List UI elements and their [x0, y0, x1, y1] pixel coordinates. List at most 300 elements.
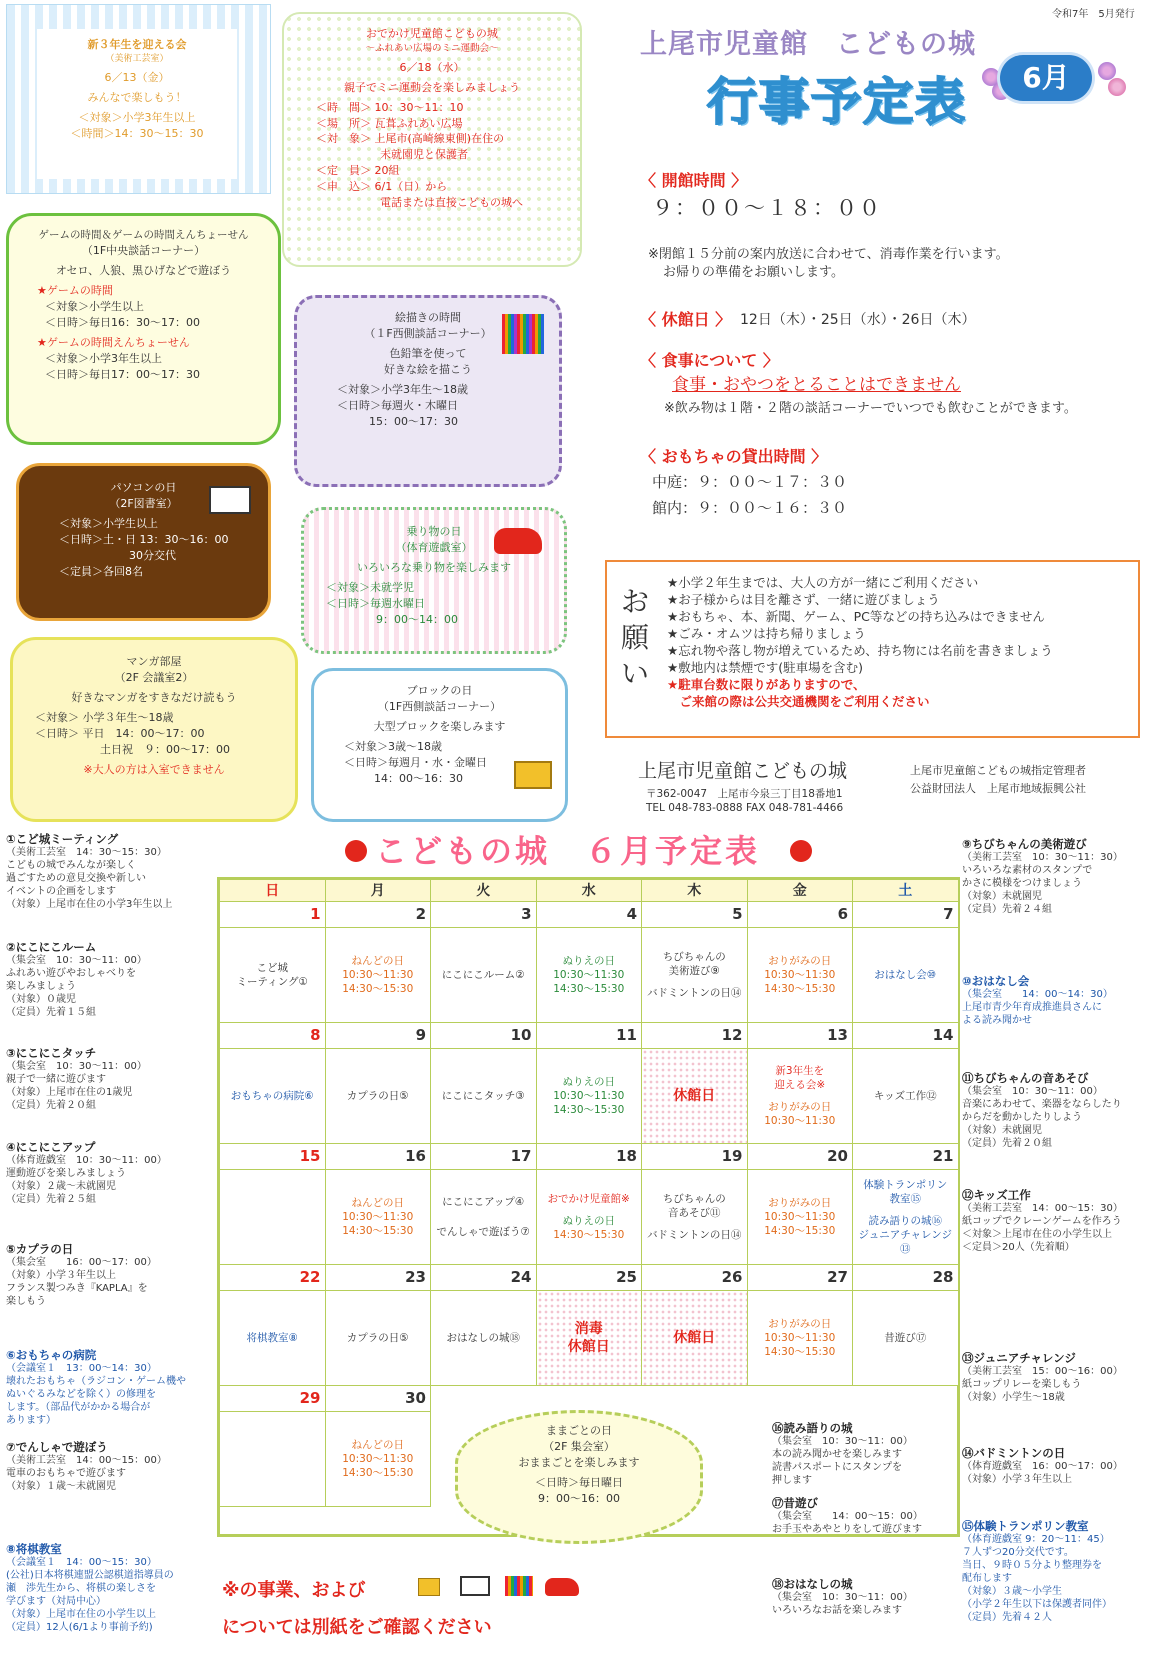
date-number: 10 [510, 1026, 532, 1044]
date-number: 6 [837, 905, 848, 923]
calendar-date [748, 1265, 854, 1291]
event-title: おでかけ児童館こどもの城 [366, 27, 498, 40]
hours-note: ※閉館１５分前の案内放送に合わせて、消毒作業を行います。 [648, 247, 1009, 262]
weekday-header: 土 [853, 880, 959, 902]
program-note-line: 壊れたおもちゃ（ラジコン・ゲーム機や [6, 1376, 186, 1387]
program-note-line: （集会室 10：30～11：00） [6, 1061, 147, 1072]
event-room: （2F図書室） [109, 496, 178, 510]
event-time: ＜日時＞毎週水曜日 [326, 596, 425, 610]
cell-line: 読み語りの城⑯ [868, 1215, 942, 1227]
event-desc: おままごとを楽しみます [518, 1455, 640, 1469]
event-desc: 大型ブロックを楽しみます [373, 719, 506, 733]
date-number: 28 [932, 1268, 954, 1286]
event-date: 6／13（金） [104, 70, 170, 84]
cell-line: おもちゃの病院⑥ [230, 1090, 314, 1102]
footer-note: ※の事業、および [222, 1580, 366, 1601]
hydrangea-icon [1108, 78, 1126, 96]
program-note-line: （体育遊戯室 16：00～17：00） [962, 1461, 1123, 1472]
computer-icon [460, 1576, 490, 1596]
cell-line: 14:30～15:30 [553, 983, 625, 995]
event-target: ＜対象＞小学3年生以上 [45, 351, 162, 365]
calendar-cell [326, 1291, 432, 1386]
event-title: パソコンの日 [110, 481, 177, 494]
program-note-heading: ⑧将棋教室 [6, 1542, 62, 1556]
cell-line: ちびちゃんの [662, 951, 726, 963]
event-target: ＜対 象＞ 上尾市(高崎線東側)在住の [316, 132, 505, 146]
event-title: 絵描きの時間 [395, 311, 461, 324]
program-note [6, 1349, 211, 1427]
program-note-line: 瀬 渉先生から、将棋の楽しさを [6, 1583, 156, 1594]
notice-item: ★忘れ物や落し物が増えているため、持ち物には名前を書きましょう [667, 643, 1053, 658]
calendar-date [220, 1023, 326, 1049]
calendar-cell [220, 928, 326, 1023]
notice-list [667, 574, 1053, 710]
cell-line: 14:30～15:30 [342, 983, 414, 995]
cell-line: ねんどの日 [351, 1197, 404, 1209]
cell-line: カプラの日⑤ [346, 1090, 409, 1102]
program-note-line: （集会室 10：30～11：00） [772, 1592, 913, 1603]
calendar-date [220, 1144, 326, 1170]
cell-line: 音あそび⑪ [668, 1207, 721, 1219]
cell-line: 14:30～15:30 [764, 1346, 836, 1358]
calendar-cell [537, 1049, 643, 1144]
program-note-line: （美術工芸室 14：00～15：00） [6, 1455, 167, 1466]
program-note-line: フランス製つみき『KAPLA』を [6, 1283, 148, 1294]
calendar-date [537, 1265, 643, 1291]
calendar-date [431, 1144, 537, 1170]
calendar-cell [537, 1170, 643, 1265]
event-desc: いろいろな乗り物を楽しみます [357, 560, 511, 574]
cell-line: おでかけ児童館※ [547, 1193, 630, 1205]
program-note-line: 学びます（対局中心） [6, 1596, 106, 1607]
calendar-cell [431, 928, 537, 1023]
program-note-line: （集会室 14：00～14：30） [962, 989, 1113, 1000]
calendar-cell [431, 1291, 537, 1386]
calendar-date [642, 902, 748, 928]
program-note [962, 1189, 1162, 1254]
date-number: 30 [405, 1389, 426, 1407]
cell-line: 休館日 [567, 1339, 610, 1355]
program-note-line: イベントの企画をします [6, 886, 116, 897]
date-number: 17 [510, 1147, 532, 1165]
event-capacity: ＜定員＞各回8名 [59, 564, 143, 578]
toy-hours-courtyard: 中庭：９：００～１７：３０ [652, 473, 848, 491]
program-note-line: 紙コップリレーを楽しもう [962, 1379, 1082, 1390]
program-note [6, 833, 211, 911]
calendar-cell [853, 1291, 959, 1386]
cell-line: ぬりえの日 [562, 1076, 615, 1088]
calendar-date [853, 1023, 959, 1049]
calendar-date [326, 1144, 432, 1170]
program-note [962, 1447, 1162, 1486]
event-time: ＜時 間＞ 10：30～11：10 [316, 100, 464, 114]
program-note-heading: ①こど城ミーティング [6, 832, 119, 846]
notice-item: ★敷地内は禁煙です(駐車場を含む) [667, 660, 863, 675]
program-note-line: 上尾市青少年育成推進員さんに [962, 1002, 1102, 1013]
event-subtitle: ★ゲームの時間えんちょーせん [37, 335, 190, 349]
program-note-line: 電車のおもちゃで遊びます [6, 1468, 126, 1479]
event-room: （１F西側談話コーナー） [364, 326, 492, 340]
program-note-heading: ⑥おもちゃの病院 [6, 1348, 97, 1362]
event-box-new-3rd-grader [6, 4, 271, 194]
date-number: 23 [405, 1268, 426, 1286]
event-target: ＜対象＞3歳～18歳 [344, 739, 442, 753]
event-target: ＜対象＞ 小学３年生～18歳 [35, 710, 174, 724]
program-note-line: （対象）１歳～未就園児 [6, 1481, 116, 1492]
calendar-date [748, 1023, 854, 1049]
date-number: 19 [721, 1147, 743, 1165]
program-note-line: 押します [772, 1475, 812, 1486]
cell-line: ⑬ [900, 1243, 911, 1255]
calendar-date [537, 1144, 643, 1170]
event-target: ＜対象＞小学生以上 [45, 300, 144, 314]
cell-line: 美術遊び⑨ [668, 965, 720, 977]
month-badge: 6月 [1000, 55, 1092, 101]
colored-pencils-icon [502, 314, 544, 354]
calendar-cell [853, 1049, 959, 1144]
calendar-date [642, 1144, 748, 1170]
date-number: 16 [405, 1147, 426, 1165]
program-note-line: （美術工芸室 14：30～15：30） [6, 847, 167, 858]
program-note-line: （対象）０歳児 [6, 994, 76, 1005]
event-desc: 好きな絵を描こう [384, 362, 472, 376]
calendar-title: こどもの城 ６月予定表 [375, 832, 761, 870]
program-note-line: （体育遊戯室 10：30～11：00） [6, 1155, 167, 1166]
program-note-line: （対象）３歳～小学生 [962, 1586, 1062, 1597]
event-box-mamagoto: ままごとの日 （2F 集会室） おままごとを楽しみます ＜日時＞毎日曜日 9：00～16：00 [455, 1410, 703, 1544]
program-note-line: （定員）12人(6/1より事前予約) [6, 1622, 153, 1633]
event-time: ＜時間＞14：30～15：30 [70, 126, 204, 140]
calendar-date [431, 1023, 537, 1049]
notice-item: ★お子様からは目を離さず、一緒に遊びましょう [667, 592, 940, 607]
date-number: 3 [521, 905, 532, 923]
date-number: 14 [932, 1026, 954, 1044]
event-desc: みんなで楽しもう！ [87, 90, 187, 104]
event-box-blocks: ブロックの日 （1F西側談話コーナー） 大型ブロックを楽しみます ＜対象＞3歳～18歳 ＜日時＞毎週月・水・金曜日 14：00～16：30 [311, 668, 568, 822]
program-note-line: （集会室 14：00～15：00） [772, 1511, 923, 1522]
event-box-game-time [6, 213, 281, 445]
calendar-cell [748, 1049, 854, 1144]
event-date: 6／18（水） [399, 60, 465, 74]
date-number: 11 [616, 1026, 637, 1044]
calendar-cell [220, 1291, 326, 1386]
calendar-cell [431, 1049, 537, 1144]
manager-line: 公益財団法人 上尾市地域振興公社 [910, 782, 1086, 795]
calendar-date [748, 1144, 854, 1170]
program-note-line: （体育遊戯室 9：20～11：45） [962, 1534, 1110, 1545]
program-note [6, 1441, 211, 1493]
computer-icon [209, 486, 251, 514]
calendar-date [642, 1023, 748, 1049]
calendar-cell [326, 1049, 432, 1144]
cell-line: 休館日 [673, 1330, 716, 1346]
program-note-line: （対象）上尾市在住の小学生以上 [6, 1609, 156, 1620]
calendar-cell [326, 928, 432, 1023]
program-note-line: お手玉やあやとりをして遊びます [772, 1524, 922, 1535]
event-time: ＜日時＞ 平日 14：00～17：00 [35, 726, 205, 740]
program-note-line: 楽しみましょう [6, 981, 76, 992]
program-note-line: 配布します [962, 1573, 1012, 1584]
event-box-drawing: 絵描きの時間 （１F西側談話コーナー） 色鉛筆を使って 好きな絵を描こう ＜対象＞小学3年生～18歳 ＜日時＞毎週火・木曜日 15：00～17：30 [294, 295, 562, 487]
calendar-date [326, 1265, 432, 1291]
program-note-heading: ⑦でんしゃで遊ぼう [6, 1440, 108, 1454]
weekday-header: 月 [326, 880, 432, 902]
event-box-manga: マンガ部屋 （2F 会議室2） 好きなマンガをすきなだけ読もう ＜対象＞ 小学３年生～18歳 ＜日時＞ 平日 14：00～17：00 土日祝 ９：00～17：00 ※大人の方は入室できません [10, 637, 298, 822]
date-number: 9 [415, 1026, 426, 1044]
cell-line: 休館日 [673, 1088, 716, 1104]
event-place: ＜場 所＞ 瓦葺ふれあい広場 [316, 116, 463, 130]
calendar-date [326, 1023, 432, 1049]
program-note [962, 1520, 1162, 1624]
calendar-date [431, 1265, 537, 1291]
date-number: 24 [510, 1268, 532, 1286]
calendar-date [748, 902, 854, 928]
toy-heading: 〈 おもちゃの貸出時間 〉 [640, 447, 828, 466]
program-note-heading: ④にこにこアップ [6, 1140, 96, 1154]
car-icon [494, 528, 542, 554]
program-note-heading: ⑱おはなしの城 [772, 1577, 853, 1591]
cell-line: 体験トランポリン [863, 1179, 948, 1191]
facility-phone: TEL 048-783-0888 FAX 048-781-4466 [646, 802, 844, 814]
event-title: ままごとの日 [546, 1424, 612, 1437]
program-note-line: 運動遊びを楽しみましょう [6, 1168, 126, 1179]
program-note-line: （集会室 16：00～17：00） [6, 1257, 157, 1268]
calendar-cell [642, 1291, 748, 1386]
meal-heading: 〈 食事について 〉 [640, 351, 779, 370]
calendar-date [220, 1265, 326, 1291]
program-note-line: （定員）先着４２人 [962, 1612, 1052, 1623]
event-target: ＜対象＞小学3年生～18歳 [337, 382, 468, 396]
program-note-line: （定員）先着２４組 [962, 904, 1052, 915]
date-number: 2 [415, 905, 426, 923]
notice-item: ★駐車台数に限りがありますので、 [667, 677, 866, 692]
calendar-cell [220, 1049, 326, 1144]
notice-item: ★おもちゃ、本、新聞、ゲーム、PC等などの持ち込みはできません [667, 609, 1045, 624]
event-time: ＜日時＞毎日曜日 [535, 1475, 623, 1489]
cell-line: バドミントンの日⑭ [647, 1229, 742, 1241]
cell-line: 14:30～15:30 [553, 1104, 625, 1116]
program-note [6, 941, 211, 1019]
cell-line: 14:30～15:30 [342, 1225, 414, 1237]
program-note-line: （対象）２歳～未就園児 [6, 1181, 116, 1192]
issue-date: 令和7年 5月発行 [1052, 9, 1135, 20]
weekday-header: 金 [748, 880, 854, 902]
program-note [6, 1141, 211, 1206]
program-note-line: （対象）小学生～18歳 [962, 1392, 1065, 1403]
event-room: （1F中央談話コーナー） [81, 244, 206, 258]
date-number: 8 [310, 1026, 321, 1044]
program-note-line: （美術工芸室 10：30～11：30） [962, 852, 1123, 863]
cell-line: 14:30～15:30 [342, 1467, 414, 1479]
event-box-outing: おでかけ児童館こどもの城 ～ふれあい広場のミニ運動会～ 6／18（水） 親子でミニ運動会を楽しみましょう ＜時 間＞ 10：30～11：10 ＜場 所＞ 瓦葺ふれあい広場 ＜対 象＞ 上尾市(高崎線東側)在住の 未就園児と保護者 ＜定 員＞ 20組 ＜申 込＞ 6/1（日）から 電話または直接こどもの城へ [282, 12, 582, 267]
event-time: ＜日時＞土・日 13：30～16：00 [59, 532, 229, 546]
program-note-heading: ②にこにこルーム [6, 940, 97, 954]
program-note-line: いろいろな素材のスタンプで [962, 865, 1093, 876]
notice-title: お願い [621, 585, 650, 690]
program-note-line: 当日、９時０５分より整理券を [962, 1560, 1102, 1571]
event-target: ＜対象＞小学3年生以上 [78, 110, 196, 124]
calendar-date [537, 1023, 643, 1049]
toy-hours-indoor: 館内：９：００～１６：３０ [652, 499, 848, 517]
date-number: 26 [721, 1268, 743, 1286]
cell-line: 14:30～15:30 [764, 1225, 836, 1237]
program-note [962, 838, 1162, 916]
date-number: 1 [310, 905, 321, 923]
cell-line: 教室⑮ [889, 1193, 921, 1205]
calendar-cell [748, 1170, 854, 1265]
cell-line: ぬりえの日 [562, 955, 615, 967]
weekday-header: 木 [642, 880, 748, 902]
notice-item: ★ごみ・オムツは持ち帰りましょう [667, 626, 866, 641]
calendar-date [537, 902, 643, 928]
calendar-date [326, 902, 432, 928]
date-number: 13 [827, 1026, 848, 1044]
program-note-heading: ⑤カプラの日 [6, 1242, 74, 1256]
cherry-icon [790, 840, 812, 862]
program-note [6, 1243, 211, 1308]
closed-days: 12日（木）・25日（水）・26日（木） [740, 312, 976, 328]
event-room: （1F西側談話コーナー） [377, 699, 502, 713]
calendar-date [220, 902, 326, 928]
cell-line: おりがみの日 [768, 955, 832, 967]
program-note [772, 1422, 952, 1487]
program-note-line: ぬいぐるみなどを除く）の修理を [6, 1389, 156, 1400]
event-room: （2F 集会室） [543, 1439, 615, 1453]
program-note-heading: ⑫キッズ工作 [962, 1188, 1031, 1202]
cell-line: おはなし会⑩ [874, 969, 937, 981]
weekday-header: 日 [220, 880, 326, 902]
cell-line: 10:30～11:30 [764, 969, 836, 981]
meal-rule: 食事・おやつをとることはできません [672, 375, 961, 395]
page-title: 行事予定表 [707, 73, 967, 131]
program-note-line: よる読み聞かせ [962, 1015, 1032, 1026]
date-number: 20 [827, 1147, 848, 1165]
organization-name: 上尾市児童館 こどもの城 [640, 29, 976, 60]
notice-item: ★小学２年生までは、大人の方が一緒にご利用ください [667, 575, 979, 590]
notice-box [605, 560, 1140, 738]
event-desc: オセロ、人狼、黒ひげなどで遊ぼう [55, 264, 232, 278]
cell-line: ジュニアチャレンジ [858, 1229, 952, 1241]
program-note-heading: ⑮体験トランポリン教室 [962, 1519, 1089, 1533]
date-number: 22 [299, 1268, 321, 1286]
event-time: ＜日時＞毎日17：00～17：30 [45, 367, 200, 381]
event-target: ＜対象＞小学生以上 [59, 516, 158, 530]
program-note-heading: ⑪ちびちゃんの音あそび [962, 1071, 1089, 1085]
program-note-line: 音楽にあわせて、楽器をならしたり [962, 1099, 1122, 1110]
cell-line: でんしゃで遊ぼう⑦ [436, 1226, 530, 1238]
program-note [962, 975, 1162, 1027]
program-note-heading: ⑬ジュニアチャレンジ [962, 1351, 1076, 1365]
program-note-line: （定員）先着１５組 [6, 1007, 96, 1018]
calendar-cell [642, 928, 748, 1023]
calendar-cell [537, 928, 643, 1023]
program-note-line: （集会室 10：30～11：00） [772, 1436, 913, 1447]
program-note-line: からだを動かしたりしよう [962, 1112, 1082, 1123]
date-number: 25 [616, 1268, 637, 1286]
calendar-date [642, 1265, 748, 1291]
cell-line: 14:30～15:30 [553, 1229, 625, 1241]
calendar-cell [853, 928, 959, 1023]
program-note-line: （会議室１ 13：00～14：30） [6, 1363, 157, 1374]
program-note-line: （美術工芸室 14：00～15：30） [962, 1203, 1123, 1214]
program-note-line: （定員）先着２０組 [962, 1138, 1052, 1149]
program-note-line: （定員）先着２５組 [6, 1194, 96, 1205]
calendar-date [220, 1386, 326, 1412]
closed-heading: 〈 休館日 〉 [640, 310, 732, 329]
program-note-heading: ⑯読み語りの城 [772, 1421, 853, 1435]
program-note [962, 1072, 1162, 1150]
program-note-line: ＜定員＞20人（先着順） [962, 1242, 1075, 1253]
calendar-date [431, 902, 537, 928]
cell-line: 新3年生を [775, 1065, 825, 1077]
event-title: マンガ部屋 [126, 655, 182, 668]
program-note-line: (公社)日本将棋連盟公認棋道指導員の [6, 1570, 174, 1581]
manager-line: 上尾市児童館こどもの城指定管理者 [910, 764, 1086, 777]
event-desc: 好きなマンガをすきなだけ読もう [71, 690, 237, 704]
cell-line: 10:30～11:30 [553, 969, 625, 981]
event-box-computer: パソコンの日 （2F図書室） ＜対象＞小学生以上 ＜日時＞土・日 13：30～16：00 30分交代 ＜定員＞各回8名 [16, 463, 271, 621]
cell-line: 10:30～11:30 [342, 1453, 414, 1465]
program-note-line: （対象）小学３年生以上 [962, 1474, 1072, 1485]
program-note [772, 1497, 952, 1536]
facility-address: 〒362-0047 上尾市今泉三丁目18番地1 [646, 788, 843, 800]
cell-line: キッズ工作⑫ [873, 1090, 937, 1102]
program-note-line: （対象）未就園児 [962, 1125, 1042, 1136]
cell-line: ミーティング① [236, 976, 308, 988]
cell-line: こど城 [256, 962, 288, 974]
program-note-line: （集会室 10：30～11：00） [6, 955, 147, 966]
program-note-heading: ⑩おはなし会 [962, 974, 1030, 988]
calendar-cell [642, 1170, 748, 1265]
program-note-line: こどもの城でみんなが楽しく [6, 860, 136, 871]
program-note-line: 親子で一緒に遊びます [6, 1074, 106, 1085]
program-note-line: 読書パスポートにスタンプを [772, 1462, 902, 1473]
calendar-cell [220, 1170, 326, 1265]
cell-line: 10:30～11:30 [342, 969, 414, 981]
program-note-heading: ③にこにこタッチ [6, 1046, 97, 1060]
event-capacity: ＜定 員＞ 20組 [316, 164, 400, 178]
program-note-line: ふれあい遊びやおしゃべりを [6, 968, 136, 979]
program-note-line: あります） [6, 1415, 56, 1426]
hours-value: ９：００～１８：００ [652, 196, 882, 220]
program-note-line: します。（部品代がかかる場合が [6, 1402, 151, 1413]
calendar-date [853, 902, 959, 928]
program-note-line: （対象）上尾市在住の1歳児 [6, 1087, 133, 1098]
cell-line: 昔遊び⑰ [884, 1332, 927, 1344]
program-note-line: （会議室１ 14：00～15：30） [6, 1557, 157, 1568]
cell-line: おはなしの城⑱ [446, 1332, 520, 1344]
cell-line: 10:30～11:30 [764, 1332, 836, 1344]
program-note [6, 1543, 211, 1634]
cell-line: 10:30～11:30 [764, 1211, 836, 1223]
cell-line: 14:30～15:30 [764, 983, 836, 995]
cell-line: カプラの日⑤ [346, 1332, 409, 1344]
calendar-cell [326, 1412, 432, 1507]
calendar-cell [642, 1049, 748, 1144]
date-number: 21 [932, 1147, 954, 1165]
weekday-header: 水 [537, 880, 643, 902]
program-note-heading: ⑰昔遊び [772, 1496, 818, 1510]
cell-line: ちびちゃんの [662, 1193, 726, 1205]
event-room: （2F 会議室2） [114, 670, 194, 684]
colored-pencils-icon [505, 1576, 533, 1596]
calendar-cell [748, 1291, 854, 1386]
cell-line: おりがみの日 [768, 1101, 832, 1113]
program-note-line: ＜対象＞上尾市在住の小学生以上 [962, 1229, 1112, 1240]
notice-item: ご来館の際は公共交通機関をご利用ください [667, 694, 930, 709]
event-box-vehicles: 乗り物の日 （体育遊戯室） いろいろな乗り物を楽しみます ＜対象＞未就学児 ＜日時＞毎週水曜日 9：00～14：00 [301, 507, 567, 654]
calendar-date [326, 1386, 432, 1412]
